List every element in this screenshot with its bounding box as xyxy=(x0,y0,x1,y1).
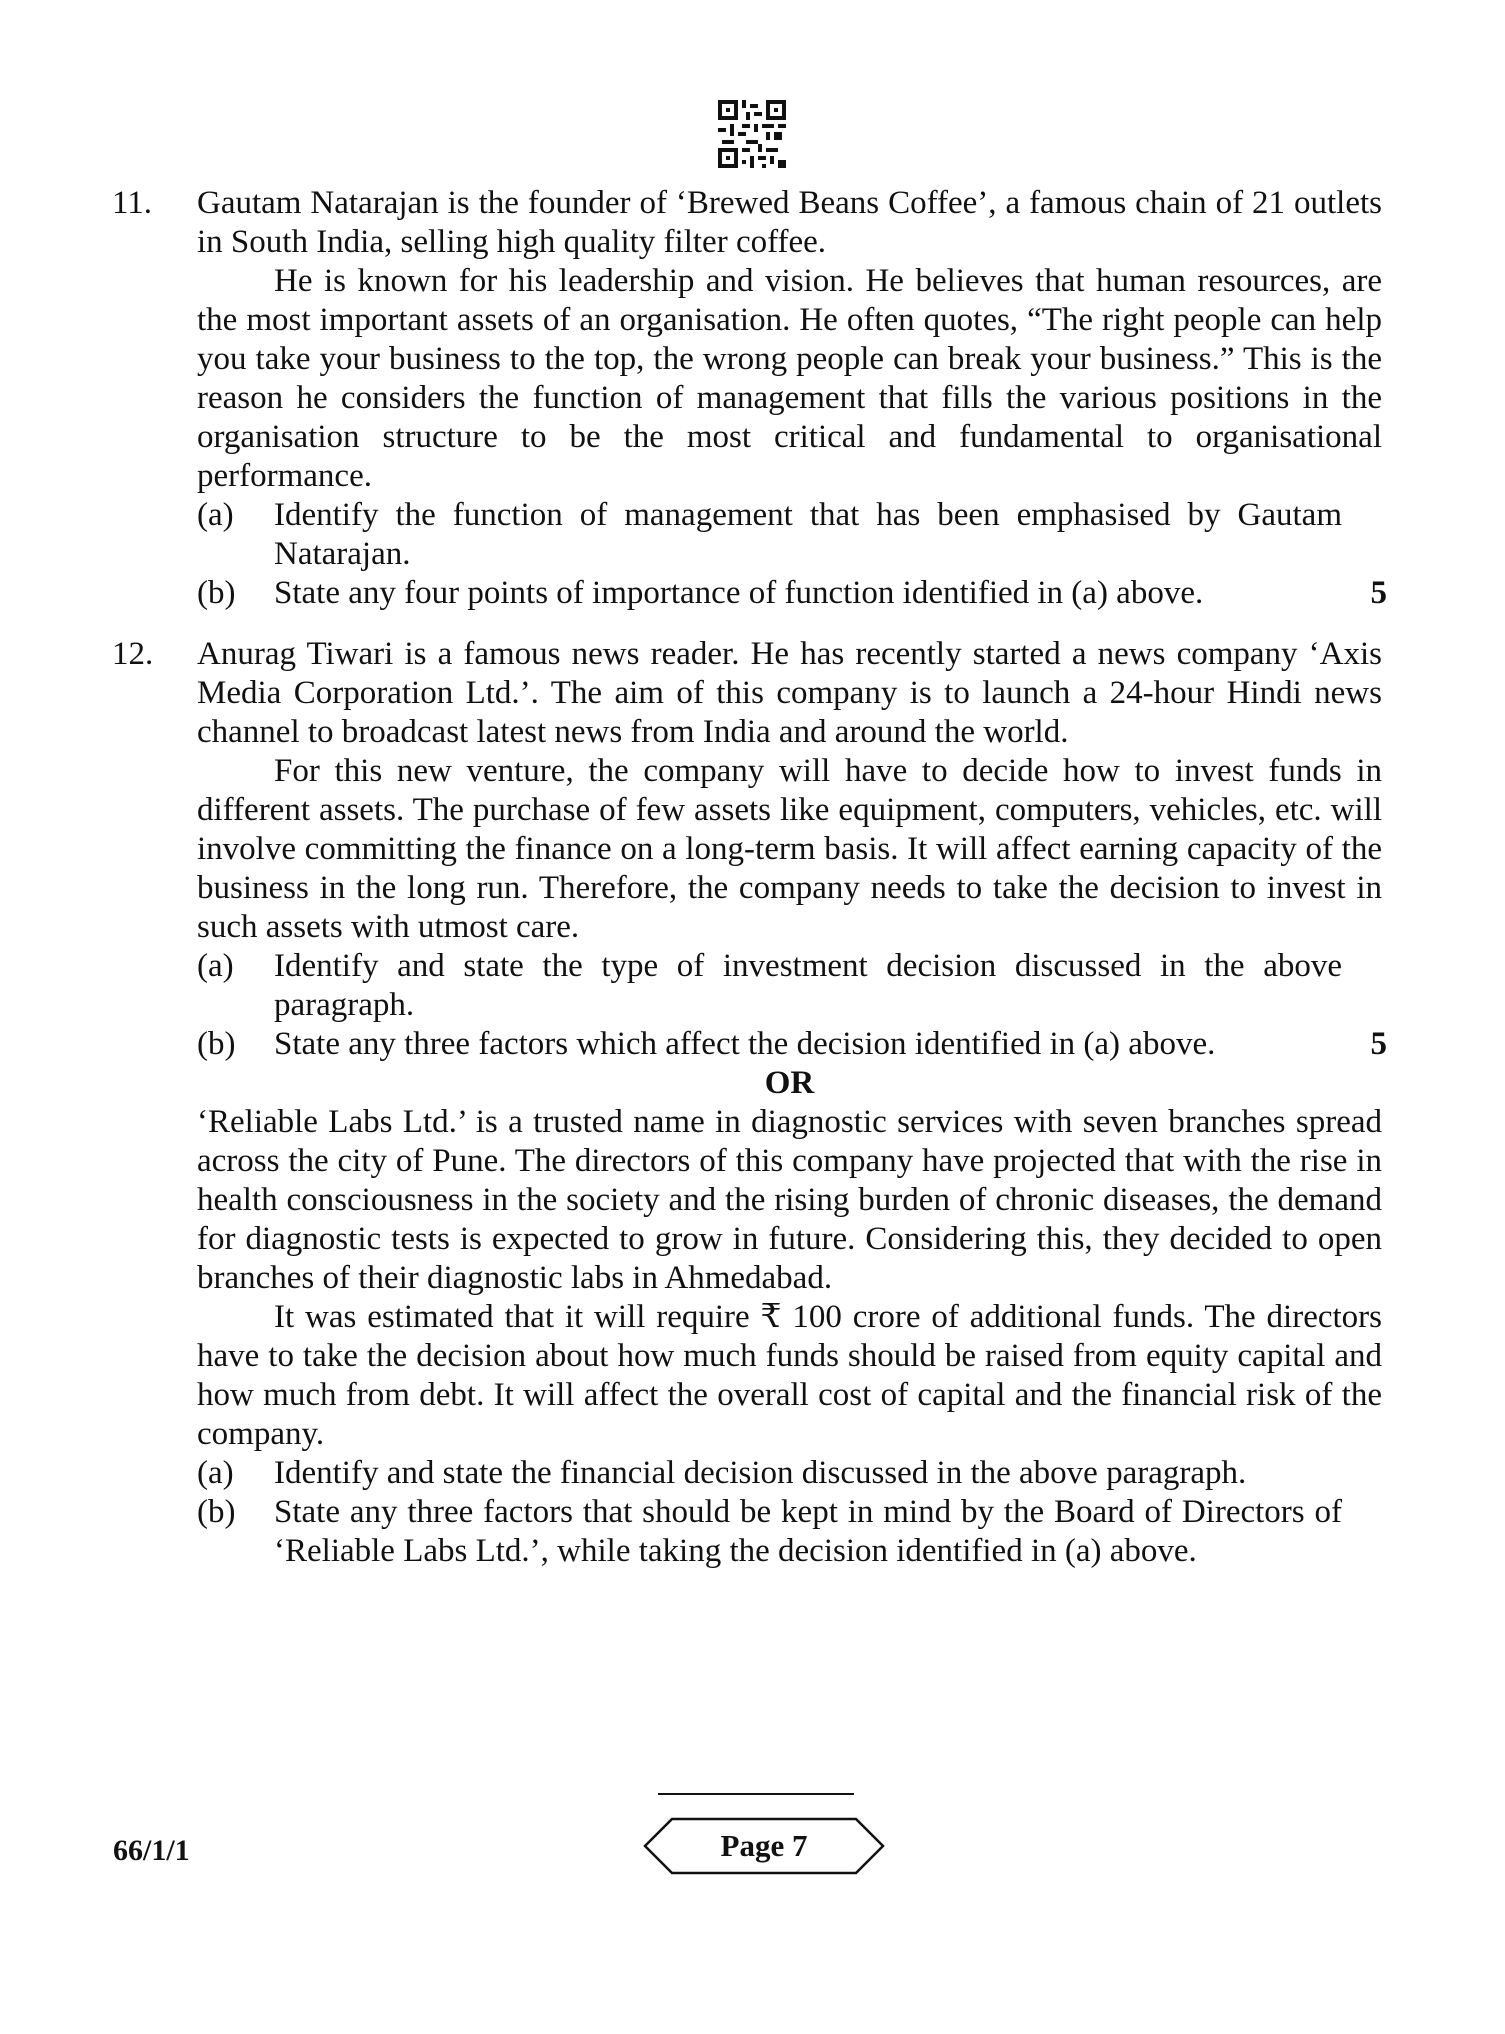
question-paragraph: He is known for his leadership and vision. He believes that human resources, are the most important assets of an organisation. He often quotes, “The right people can help you take your business to the top, the wrong people can break your business.” This is the reason he considers the function of management that fills the various positions in the organisation structure to be the most critical and fundamental to organisational performance. xyxy=(197,263,1382,494)
qr-code-icon xyxy=(718,100,786,168)
marks-label: 5 xyxy=(1370,575,1387,611)
question-part xyxy=(197,1493,1382,1571)
part-text: Identify and state the type of investment decision discussed in the above paragraph. xyxy=(274,948,1342,1023)
question-part xyxy=(197,947,1382,1025)
part-text: Identify the function of management that has been emphasised by Gautam Natarajan. xyxy=(274,497,1342,572)
question-paragraph: For this new venture, the company will have to decide how to invest funds in different assets. The purchase of few assets like equipment, computers, vehicles, etc. will involve committing the finance on a long-term basis. It will affect earning capacity of the business in the long run. Therefore, the company needs to take the decision to invest in such assets with utmost care. xyxy=(197,753,1382,945)
question-paragraph: Gautam Natarajan is the founder of ‘Brewed Beans Coffee’, a famous chain of 21 outlets in South India, selling high quality filter coffee. xyxy=(197,185,1382,260)
part-text: State any three factors which affect the decision identified in (a) above. xyxy=(274,1026,1216,1062)
question-paragraph: It was estimated that it will require ₹ 100 crore of additional funds. The directors have to take the decision about how much funds should be raised from equity capital and how much from debt. It will affect the overall cost of capital and the financial risk of the company. xyxy=(197,1299,1382,1452)
part-text: State any four points of importance of function identified in (a) above. xyxy=(274,575,1204,611)
question-number: 11. xyxy=(112,185,153,221)
paper-code: 66/1/1 xyxy=(113,1834,190,1867)
marks-label: 5 xyxy=(1370,1026,1387,1062)
part-label: (b) xyxy=(197,1494,236,1530)
question-paper-body xyxy=(112,184,1387,1593)
or-separator: OR xyxy=(764,1065,815,1101)
part-label: (b) xyxy=(197,1026,236,1062)
question-11 xyxy=(112,184,1387,613)
question-part xyxy=(197,574,1387,613)
footer-divider xyxy=(658,1793,854,1795)
part-label: (a) xyxy=(197,497,234,533)
question-paragraph: Anurag Tiwari is a famous news reader. He has recently started a news company ‘Axis Media Corporation Ltd.’. The aim of this company is to launch a 24-hour Hindi news channel to broadcast latest news from India and around the world. xyxy=(197,636,1382,750)
page-number-box xyxy=(642,1816,886,1876)
part-label: (a) xyxy=(197,948,234,984)
question-part xyxy=(197,1025,1387,1064)
part-text: State any three factors that should be kept in mind by the Board of Directors of ‘Reliable Labs Ltd.’, while taking the decision identified in (a) above. xyxy=(274,1494,1342,1569)
question-12 xyxy=(112,635,1387,1571)
part-label: (b) xyxy=(197,575,236,611)
question-paragraph: ‘Reliable Labs Ltd.’ is a trusted name in diagnostic services with seven branches spread across the city of Pune. The directors of this company have projected that with the rise in health consciousness in the society and the rising burden of chronic diseases, the demand for diagnostic tests is expected to grow in future. Considering this, they decided to open branches of their diagnostic labs in Ahmedabad. xyxy=(197,1104,1382,1296)
question-number: 12. xyxy=(112,636,154,672)
question-part xyxy=(197,1454,1382,1493)
page-number: Page 7 xyxy=(720,1828,808,1863)
question-part xyxy=(197,496,1382,574)
part-text: Identify and state the financial decision discussed in the above paragraph. xyxy=(274,1455,1247,1491)
part-label: (a) xyxy=(197,1455,234,1491)
